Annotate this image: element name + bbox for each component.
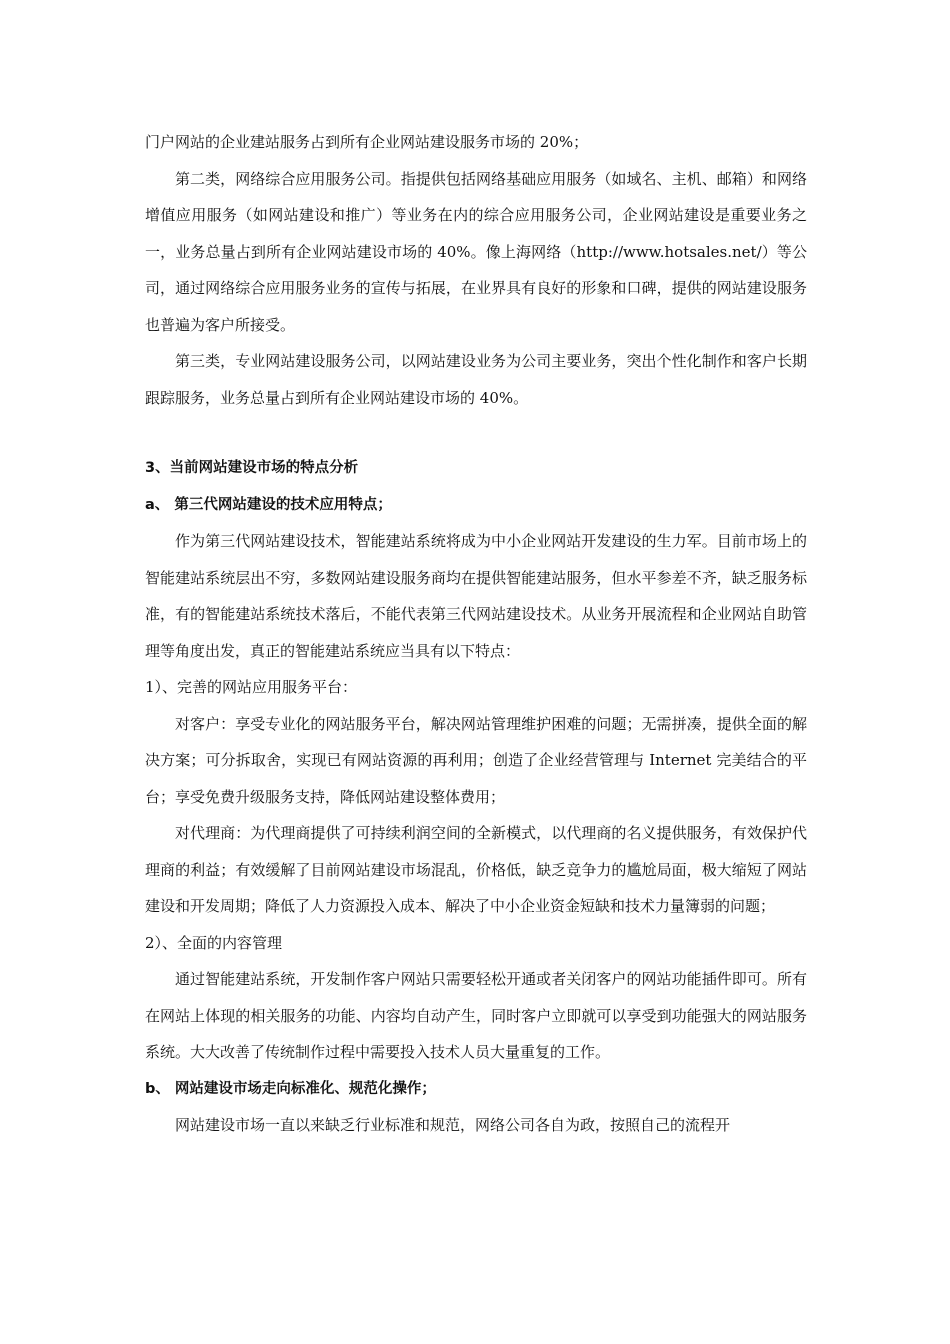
document-body xyxy=(145,124,807,1144)
paragraph-third-gen-tech: 作为第三代网站建设技术，智能建站系统将成为中小企业网站开发建设的生力军。目前市场上的智能建站系统层出不穷，多数网站建设服务商均在提供智能建站服务，但水平参差不齐，缺乏服务标准，有的智能建站系统技术落后，不能代表第三代网站建设技术。从业务开展流程和企业网站自助管理等角度出发，真正的智能建站系统应当具有以下特点： xyxy=(145,532,807,660)
paragraph-content-management: 通过智能建站系统，开发制作客户网站只需要轻松开通或者关闭客户的网站功能插件即可。所有在网站上体现的相关服务的功能、内容均自动产生，同时客户立即就可以享受到功能强大的网站服务系统。大大改善了传统制作过程中需要投入技术人员大量重复的工作。 xyxy=(145,970,807,1061)
paragraph-category-two: 第二类，网络综合应用服务公司。指提供包括网络基础应用服务（如域名、主机、邮箱）和网络增值应用服务（如网站建设和推广）等业务在内的综合应用服务公司，企业网站建设是重要业务之一，业务总量占到所有企业网站建设市场的 40%。像上海网络（http://www.hotsales.net/）等公司，通过网络综合应用服务业务的宣传与拓展，在业界具有良好的形象和口碑，提供的网站建设服务也普遍为客户所接受。 xyxy=(145,169,807,334)
list-item-1: 1）、完善的网站应用服务平台： xyxy=(145,678,358,696)
paragraph-portal-share: 门户网站的企业建站服务占到所有企业网站建设服务市场的 20%； xyxy=(145,133,589,151)
paragraph-for-customers: 对客户：享受专业化的网站服务平台，解决网站管理维护困难的问题；无需拼凑，提供全面的解决方案；可分拆取舍，实现已有网站资源的再利用；创造了企业经营管理与 Internet 完美结合的平台；享受免费升级服务支持，降低网站建设整体费用； xyxy=(145,714,807,806)
paragraph-standardization: 网站建设市场一直以来缺乏行业标准和规范，网络公司各自为政，按照自己的流程开 xyxy=(175,1116,731,1134)
paragraph-category-three: 第三类，专业网站建设服务公司，以网站建设业务为公司主要业务，突出个性化制作和客户长期跟踪服务，业务总量占到所有企业网站建设市场的 40%。 xyxy=(145,352,807,407)
paragraph-for-agents: 对代理商：为代理商提供了可持续利润空间的全新模式，以代理商的名义提供服务，有效保护代理商的利益；有效缓解了目前网站建设市场混乱，价格低，缺乏竞争力的尴尬局面，极大缩短了网站建设和开发周期；降低了人力资源投入成本、解决了中小企业资金短缺和技术力量簿弱的问题； xyxy=(145,824,807,915)
subheading-b: b、 网站建设市场走向标准化、规范化操作； xyxy=(145,1080,436,1097)
blank-line xyxy=(145,416,807,450)
subheading-a: a、 第三代网站建设的技术应用特点； xyxy=(145,496,392,513)
list-item-2: 2）、全面的内容管理 xyxy=(145,933,283,952)
section-heading-3: 3、当前网站建设市场的特点分析 xyxy=(145,460,359,476)
